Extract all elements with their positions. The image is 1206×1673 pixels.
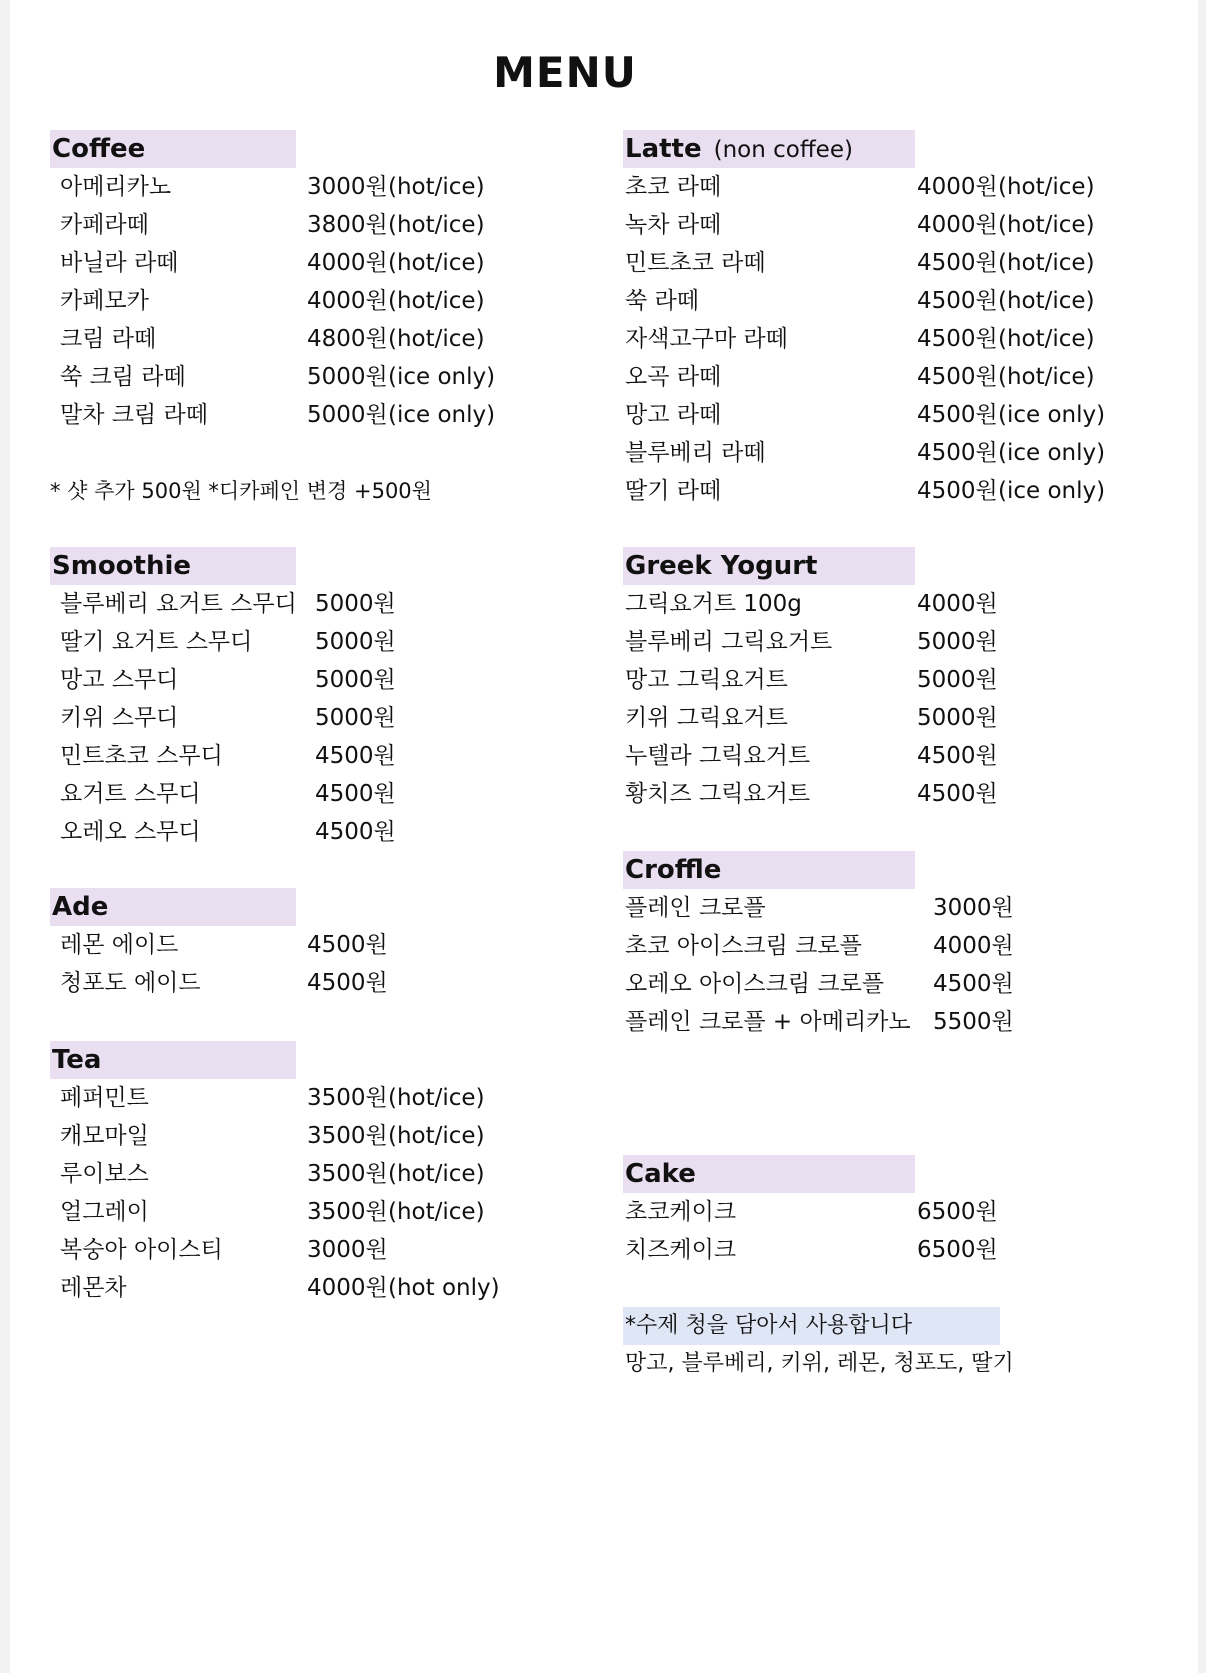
tea-section [50, 1041, 610, 1307]
section-title-latte: Latte (non coffee) [623, 130, 915, 168]
menu-item: 블루베리 라떼 4500원 (ice only) [625, 440, 1106, 466]
section-title-coffee: Coffee [50, 130, 296, 168]
croffle-section [623, 851, 1183, 1041]
menu-item: 망고 라떼 4500원 (ice only) [625, 402, 1106, 428]
menu-item: 민트초코 스무디 4500원 [60, 743, 396, 769]
menu-item: 레몬 에이드 4500원 [60, 932, 388, 958]
menu-item: 쑥 라떼 4500원 (hot/ice) [625, 288, 1095, 314]
menu-item: 청포도 에이드 4500원 [60, 970, 388, 996]
section-title-tea: Tea [50, 1041, 296, 1079]
menu-item: 바닐라 라떼 4000원 (hot/ice) [60, 250, 485, 276]
menu-item: 딸기 라떼 4500원 (ice only) [625, 478, 1106, 504]
menu-item: 플레인 크로플 3000원 [625, 895, 1014, 921]
menu-item: 플레인 크로플 + 아메리카노 5500원 [625, 1009, 1014, 1035]
menu-item: 페퍼민트 3500원 (hot/ice) [60, 1085, 485, 1111]
section-title-smoothie: Smoothie [50, 547, 296, 585]
menu-item: 오곡 라떼 4500원 (hot/ice) [625, 364, 1095, 390]
menu-item: 초코 아이스크림 크로플 4000원 [625, 933, 1014, 959]
menu-item: 루이보스 3500원 (hot/ice) [60, 1161, 485, 1187]
menu-item: 누텔라 그릭요거트 4500원 [625, 743, 998, 769]
menu-item: 초코케이크 6500원 [625, 1199, 998, 1225]
section-title-ade: Ade [50, 888, 296, 926]
menu-item: 카페모카 4000원 (hot/ice) [60, 288, 485, 314]
cake-section [623, 1155, 1183, 1269]
syrup-note-heading: *수제 청을 담아서 사용합니다 [623, 1307, 1000, 1345]
menu-item: 말차 크림 라떼 5000원 (ice only) [60, 402, 496, 428]
greek-yogurt-section [623, 547, 1183, 813]
menu-item: 쑥 크림 라떼 5000원 (ice only) [60, 364, 496, 390]
latte-section [623, 130, 1183, 510]
coffee-section [50, 130, 610, 434]
ade-section [50, 888, 610, 1002]
menu-item: 망고 그릭요거트 5000원 [625, 667, 998, 693]
menu-item: 요거트 스무디 4500원 [60, 781, 396, 807]
menu-item: 얼그레이 3500원 (hot/ice) [60, 1199, 485, 1225]
menu-item: 레몬차 4000원 (hot only) [60, 1275, 500, 1301]
menu-item: 망고 스무디 5000원 [60, 667, 396, 693]
coffee-extra-note: * 샷 추가 500원 *디카페인 변경 +500원 [50, 479, 432, 503]
smoothie-section [50, 547, 610, 851]
menu-item: 캐모마일 3500원 (hot/ice) [60, 1123, 485, 1149]
syrup-fruit-list: 망고, 블루베리, 키위, 레몬, 청포도, 딸기 [625, 1351, 1014, 1376]
page-title: MENU [493, 48, 637, 97]
menu-item: 아메리카노 3000원 (hot/ice) [60, 174, 485, 200]
menu-item: 복숭아 아이스티 3000원 [60, 1237, 388, 1263]
menu-item: 크림 라떼 4800원 (hot/ice) [60, 326, 485, 352]
menu-item: 오레오 아이스크림 크로플 4500원 [625, 971, 1014, 997]
section-title-croffle: Croffle [623, 851, 915, 889]
menu-item: 딸기 요거트 스무디 5000원 [60, 629, 396, 655]
menu-item: 오레오 스무디 4500원 [60, 819, 396, 845]
menu-item: 자색고구마 라떼 4500원 (hot/ice) [625, 326, 1095, 352]
menu-item: 키위 그릭요거트 5000원 [625, 705, 998, 731]
menu-item: 블루베리 요거트 스무디 5000원 [60, 591, 396, 617]
menu-item: 그릭요거트 100g 4000원 [625, 591, 998, 617]
section-title-greek-yogurt: Greek Yogurt [623, 547, 915, 585]
menu-page [10, 0, 1198, 1673]
menu-item: 키위 스무디 5000원 [60, 705, 396, 731]
section-title-cake: Cake [623, 1155, 915, 1193]
menu-item: 블루베리 그릭요거트 5000원 [625, 629, 998, 655]
menu-item: 치즈케이크 6500원 [625, 1237, 998, 1263]
menu-item: 카페라떼 3800원 (hot/ice) [60, 212, 485, 238]
menu-item: 녹차 라떼 4000원 (hot/ice) [625, 212, 1095, 238]
menu-item: 황치즈 그릭요거트 4500원 [625, 781, 998, 807]
menu-item: 초코 라떼 4000원 (hot/ice) [625, 174, 1095, 200]
menu-item: 민트초코 라떼 4500원 (hot/ice) [625, 250, 1095, 276]
